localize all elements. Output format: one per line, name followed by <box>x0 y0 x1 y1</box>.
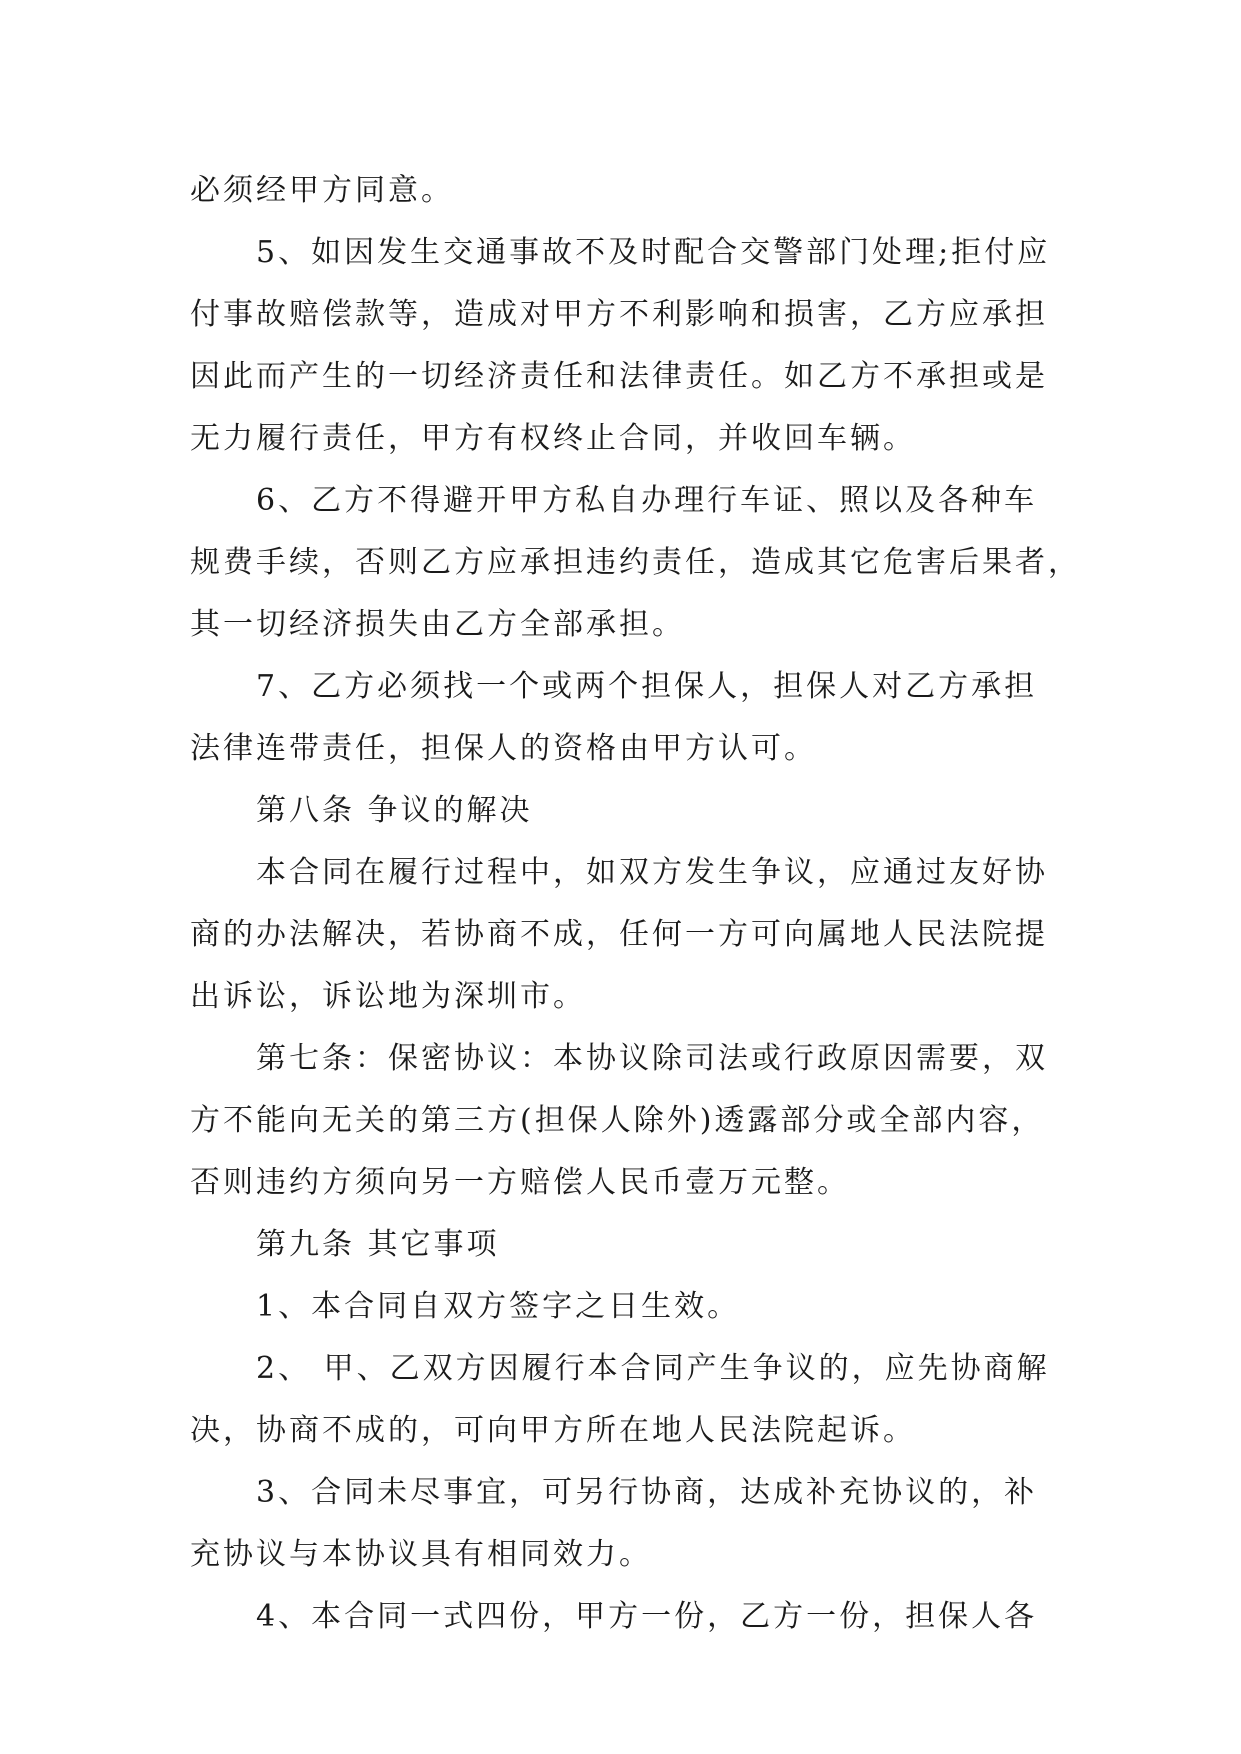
text-line: 法律连带责任，担保人的资格由甲方认可。 <box>190 731 817 766</box>
text-line: 第七条：保密协议：本协议除司法或行政原因需要，双 <box>256 1041 1048 1076</box>
text-line: 无力履行责任，甲方有权终止合同，并收回车辆。 <box>190 421 916 456</box>
text-line: 2、 甲、乙双方因履行本合同产生争议的，应先协商解 <box>256 1351 1050 1386</box>
text-line: 商的办法解决，若协商不成，任何一方可向属地人民法院提 <box>190 917 1048 952</box>
text-line: 否则违约方须向另一方赔偿人民币壹万元整。 <box>190 1165 850 1200</box>
text-line: 出诉讼，诉讼地为深圳市。 <box>190 979 586 1014</box>
text-line: 必须经甲方同意。 <box>190 173 454 208</box>
text-line: 本合同在履行过程中，如双方发生争议，应通过友好协 <box>256 855 1048 890</box>
text-line: 规费手续，否则乙方应承担违约责任，造成其它危害后果者， <box>190 545 1081 580</box>
section-heading: 第八条 争议的解决 <box>256 793 533 828</box>
text-line: 1、本合同自双方签字之日生效。 <box>256 1289 741 1324</box>
text-line: 6、乙方不得避开甲方私自办理行车证、照以及各种车 <box>256 483 1038 518</box>
section-heading: 第九条 其它事项 <box>256 1227 500 1262</box>
text-line: 充协议与本协议具有相同效力。 <box>190 1537 652 1572</box>
text-line: 3、合同未尽事宜，可另行协商，达成补充协议的，补 <box>256 1475 1038 1510</box>
text-line: 4、本合同一式四份，甲方一份，乙方一份，担保人各 <box>256 1599 1038 1634</box>
text-line: 其一切经济损失由乙方全部承担。 <box>190 607 685 642</box>
document-body <box>190 160 1081 1648</box>
text-line: 方不能向无关的第三方(担保人除外)透露部分或全部内容， <box>190 1103 1045 1138</box>
text-line: 因此而产生的一切经济责任和法律责任。如乙方不承担或是 <box>190 359 1048 394</box>
text-line: 决，协商不成的，可向甲方所在地人民法院起诉。 <box>190 1413 916 1448</box>
text-line: 7、乙方必须找一个或两个担保人，担保人对乙方承担 <box>256 669 1038 704</box>
text-line: 5、如因发生交通事故不及时配合交警部门处理;拒付应 <box>256 235 1051 270</box>
text-line: 付事故赔偿款等，造成对甲方不利影响和损害，乙方应承担 <box>190 297 1048 332</box>
